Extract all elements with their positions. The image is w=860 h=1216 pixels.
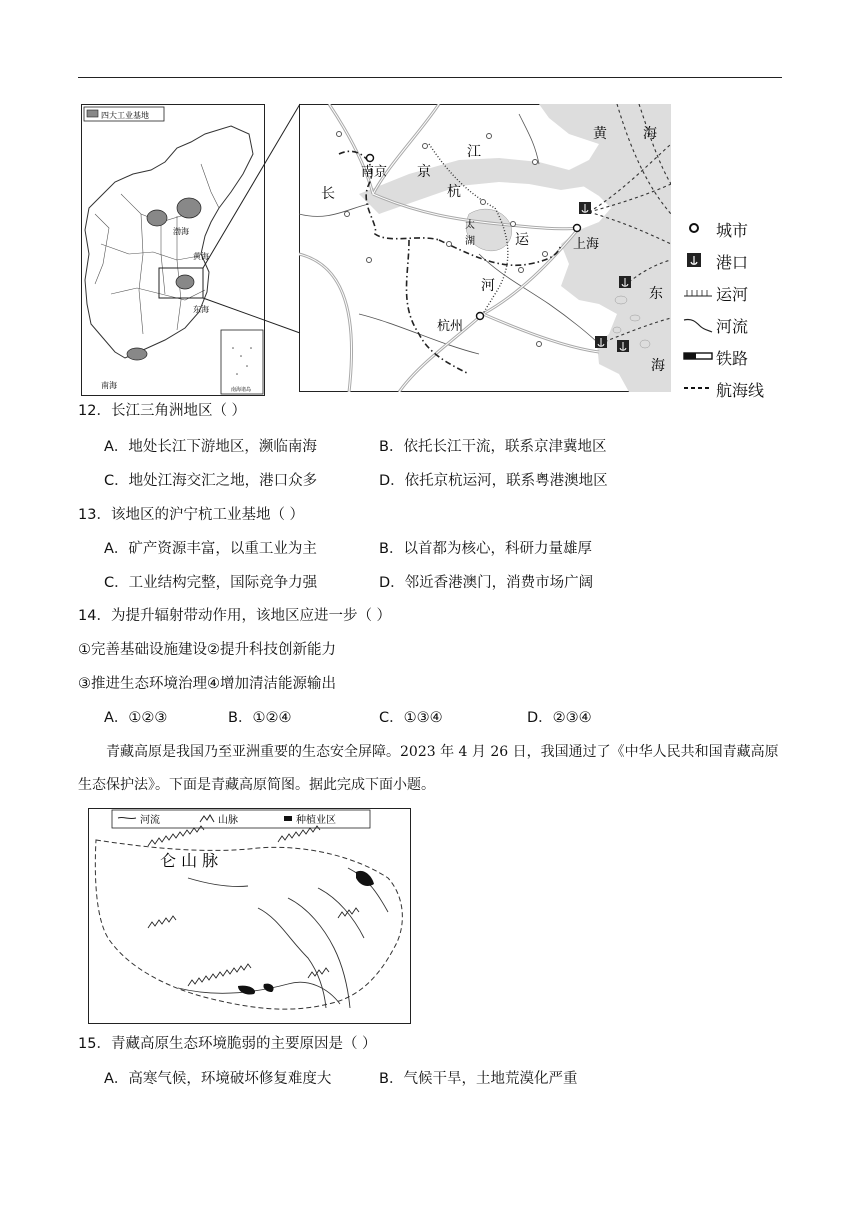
q13-option-b[interactable]: B．以首都为核心，科研力量雄厚 (379, 541, 592, 557)
map3-legend-river: 河流 (140, 815, 160, 826)
label-tai: 太 (465, 220, 475, 231)
q14-option-c[interactable]: C．①③④ (379, 710, 443, 726)
sea-route-icon (682, 376, 714, 400)
label-donghai: 东海 (193, 305, 209, 314)
label-hai-south: 海 (651, 358, 665, 374)
label-hu: 湖 (465, 236, 475, 247)
legend-railway: 铁路 (682, 344, 792, 368)
map3-legend-mountain: 山脉 (218, 815, 238, 826)
label-shanghai: 上海 (573, 237, 600, 252)
q13-option-d[interactable]: D．邻近香港澳门，消费市场广阔 (379, 575, 594, 591)
label-bohai: 渤海 (173, 227, 189, 236)
q14-option-d[interactable]: D．②③④ (527, 710, 592, 726)
label-kunlun-mountains: 仑 山 脉 (160, 851, 219, 870)
label-chang: 长 (321, 186, 335, 202)
label-jiang: 江 (467, 144, 481, 160)
question-13-stem: 13．该地区的沪宁杭工业基地（ ） (78, 507, 305, 523)
label-inset: 南海诸岛 (231, 387, 252, 393)
label-nanhai: 南海 (101, 381, 117, 390)
q12-option-c[interactable]: C．地处江海交汇之地，港口众多 (104, 473, 318, 489)
label-he: 河 (481, 278, 495, 294)
q14-statement-line-1: ①完善基础设施建设②提升科技创新能力 (78, 642, 336, 658)
q13-option-a[interactable]: A．矿产资源丰富，以重工业为主 (104, 541, 317, 557)
question-14-stem: 14．为提升辐射带动作用，该地区应进一步（ ） (78, 608, 392, 624)
label-hang: 杭 (447, 184, 461, 200)
yrd-map (299, 104, 671, 392)
railway-icon (682, 344, 714, 368)
question-15-stem: 15．青藏高原生态环境脆弱的主要原因是（ ） (78, 1036, 377, 1052)
q14-option-a[interactable]: A．①②③ (104, 710, 168, 726)
legend-canal: 运河 (682, 280, 792, 304)
city-dot-icon (682, 216, 708, 240)
label-hangzhou: 杭州 (437, 319, 464, 334)
river-icon (682, 312, 714, 336)
question-12-stem: 12．长江三角洲地区（ ） (78, 403, 247, 419)
label-dong: 东 (649, 286, 663, 302)
q12-option-d[interactable]: D．依托京杭运河，联系粤港澳地区 (379, 473, 608, 489)
canal-icon (682, 280, 714, 304)
label-huanghai: 黄海 (193, 252, 209, 261)
label-huang: 黄 (593, 126, 607, 142)
tibet-plateau-map (88, 808, 411, 1024)
q12-option-a[interactable]: A．地处长江下游地区，濒临南海 (104, 439, 317, 455)
q15-option-a[interactable]: A．高寒气候，环境破坏修复难度大 (104, 1071, 332, 1087)
label-jing: 京 (417, 164, 431, 180)
q13-option-c[interactable]: C．工业结构完整，国际竞争力强 (104, 575, 318, 591)
q12-option-b[interactable]: B．依托长江干流，联系京津冀地区 (379, 439, 607, 455)
legend-port: 港口 (682, 248, 792, 272)
label-yun: 运 (515, 232, 529, 248)
label-nanjing: 南京 (361, 165, 388, 180)
port-anchor-icon (682, 248, 708, 272)
map3-legend-plantation: 种植业区 (296, 815, 336, 826)
q14-option-b[interactable]: B．①②④ (228, 710, 292, 726)
legend-sea-route: 航海线 (682, 376, 792, 400)
legend-river: 河流 (682, 312, 792, 336)
passage-text: 青藏高原是我国乃至亚洲重要的生态安全屏障。2023 年 4 月 26 日，我国通过了《中华人民共和国青藏高原生态保护法》。下面是青藏高原简图。据此完成下面小题。 (78, 744, 779, 793)
plantation-icon (284, 816, 292, 821)
q15-option-b[interactable]: B．气候干旱，土地荒漠化严重 (379, 1071, 578, 1087)
legend-city: 城市 (682, 216, 792, 240)
label-hai-north: 海 (643, 126, 657, 142)
q14-statement-line-2: ③推进生态环境治理④增加清洁能源输出 (78, 676, 336, 692)
legend-industrial-base: 四大工业基地 (101, 111, 149, 120)
